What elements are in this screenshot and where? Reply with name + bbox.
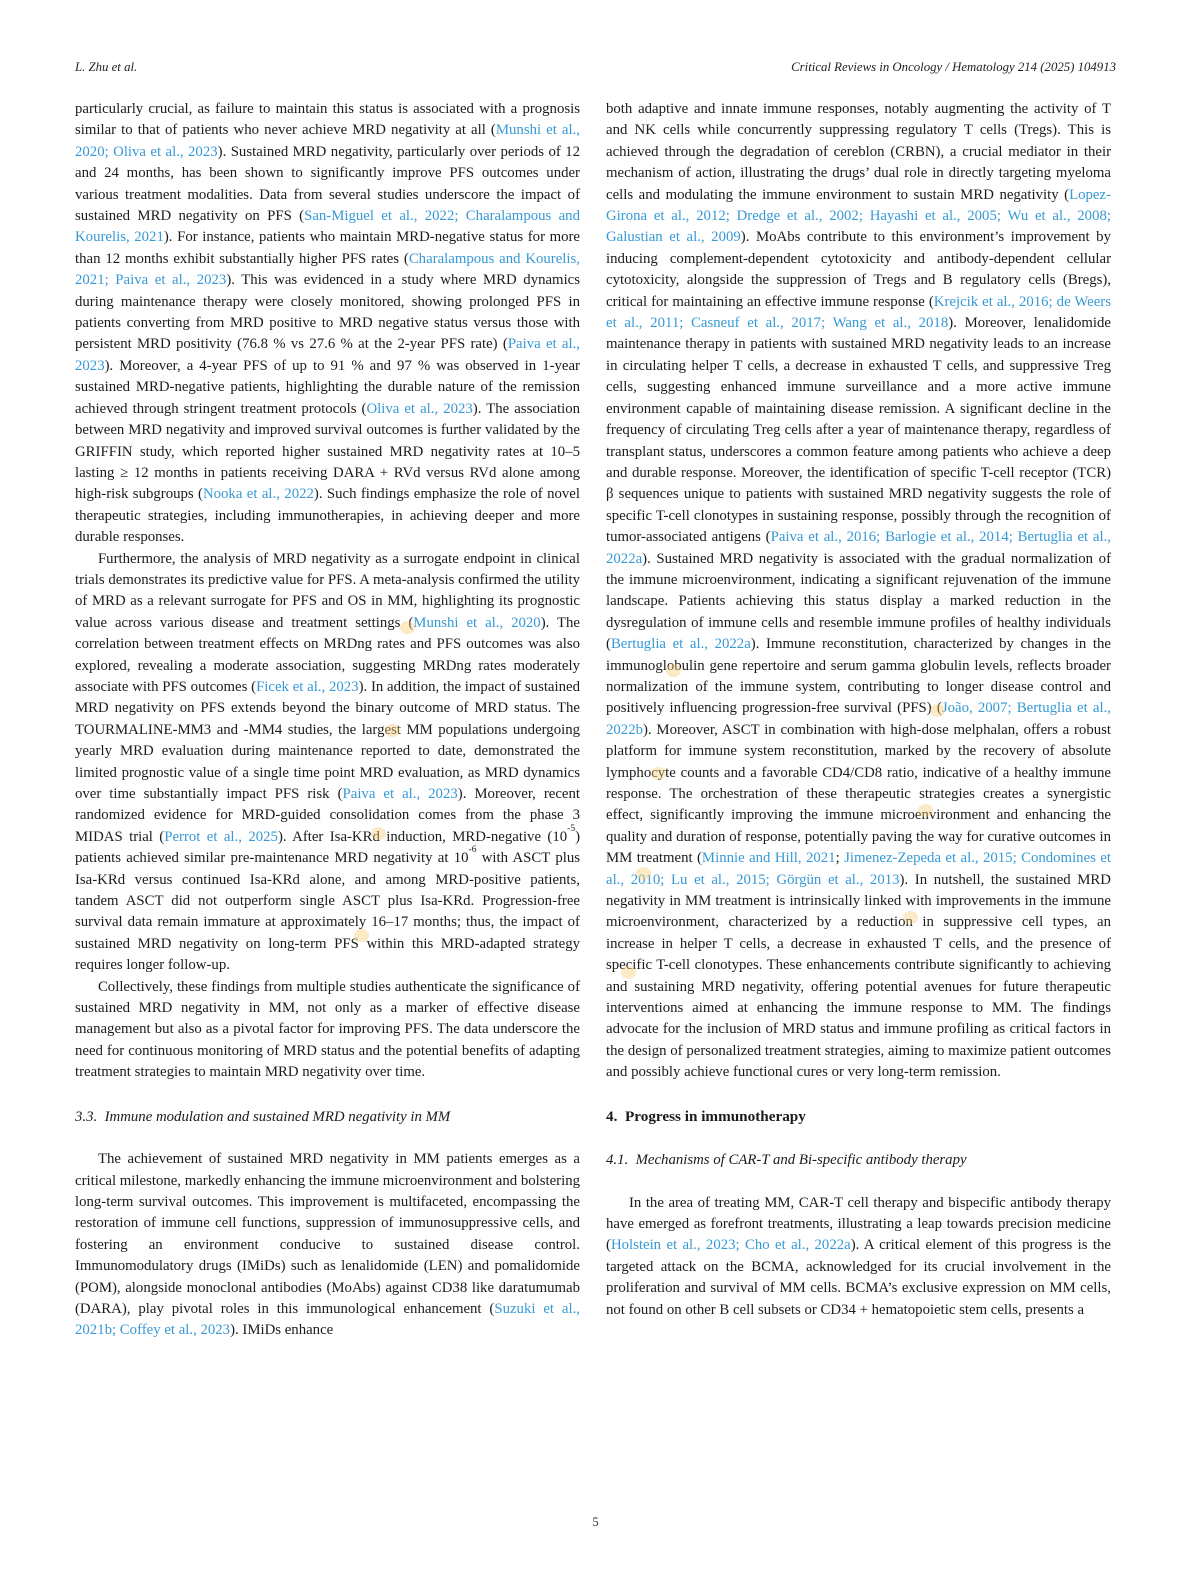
section-heading: 4.1. Mechanisms of CAR-T and Bi-specific antibody therapy — [606, 1152, 967, 1169]
citation-link[interactable]: Perrot et al., 2025 — [164, 828, 278, 845]
citation-link[interactable]: Paiva et al., 2023 — [342, 786, 458, 802]
section-heading: 3.3. Immune modulation and sustained MRD negativity in MM — [75, 1108, 451, 1125]
citation-link[interactable]: Munshi et al., 2020; Oliva et al., 2023 — [75, 122, 580, 160]
citation-link[interactable]: Nooka et al., 2022 — [202, 486, 314, 503]
left-column — [75, 99, 580, 1342]
citation-link[interactable]: Munshi et al., 2020 — [413, 614, 541, 631]
page-number: 5 — [592, 1515, 599, 1529]
page-header — [75, 60, 1116, 75]
superscript: -6 — [468, 845, 477, 856]
citation-link[interactable]: Paiva et al., 2023 — [75, 336, 581, 374]
citation-link[interactable]: Minnie and Hill, 2021 — [701, 850, 836, 867]
paragraph: The achievement of sustained MRD negativity in MM patients emerges as a critical milestone, markedly enhancing the immune microenvironment and bolstering long-term survival outcomes. This improvement is multifaceted, encompassing the restoration of immune cell functions, suppression of immunosuppressive cells, and fostering an environment conducive to sustained disease control. Immunomodulatory drugs (IMiDs) such as lenalidomide (LEN) and pomalidomide (POM), alongside monoclonal antibodies (MoAbs) against CD38 like daratumumab (DARA), play pivotal roles in this immunological enhancement (Suzuki et al., 2021b; Coffey et al., 2023). IMiDs enhance — [75, 1151, 581, 1339]
running-author: L. Zhu et al. — [75, 60, 138, 74]
citation-link[interactable]: Oliva et al., 2023 — [366, 400, 473, 417]
citation-link[interactable]: Charalampous and Kourelis, 2021; Paiva et al., 2023 — [75, 250, 580, 289]
citation-link[interactable]: Ficek et al., 2023 — [256, 678, 359, 695]
citation-link[interactable]: João, 2007; Bertuglia et al., 2022b — [606, 700, 1111, 738]
running-journal-title: Critical Reviews in Oncology / Hematology 214 (2025) 104913 — [791, 60, 1116, 74]
paragraph: Furthermore, the analysis of MRD negativity as a surrogate endpoint in clinical trials demonstrates its predictive value for PFS. A meta-analysis confirmed the utility of MRD as a relevant surrogate for PFS and OS in MM, highlighting its prognostic value across various disease and treatment settings (Munshi et al., 2020). The correlation between treatment effects on MRDng rates and PFS outcomes was also explored, revealing a moderate association, suggesting MRDng rates moderately associate with PFS outcomes (Ficek et al., 2023). In addition, the impact of sustained MRD negativity on PFS extends beyond the binary outcome of MRD status. The TOURMALINE-MM3 and -MM4 studies, the largest MM populations undergoing yearly MRD evaluation during maintenance reported to date, demonstrated the limited prognostic value of a single time point MRD evaluation, as MRD dynamics over time substantially impact PFS risk (Paiva et al., 2023). Moreover, recent randomized evidence for MRD-guided consolidation comes from the phase 3 MIDAS trial (Perrot et al., 2025). After Isa-KRd induction, MRD-negative $(10^{-5})$ patients achieved similar pre-maintenance MRD negativity at $10^{-6}$ with ASCT plus Isa-KRd versus continued Isa-KRd alone, and among MRD-positive patients, tandem ASCT did not outperform single ASCT plus Isa-KRd. Progression-free survival data remain immature at approximately 16–17 months; thus, the impact of sustained MRD negativity on long-term PFS within this MRD-adapted strategy requires longer follow-up. — [75, 550, 581, 974]
citation-link[interactable]: Lopez-Girona et al., 2012; Dredge et al., 2002; Hayashi et al., 2005; Wu et al., 2008; Galustian et al., 2009 — [606, 186, 1111, 246]
citation-link[interactable]: San-Miguel et al., 2022; Charalampous and Kourelis, 2021 — [75, 208, 580, 246]
citation-link[interactable]: Krejcik et al., 2016; de Weers et al., 2011; Casneuf et al., 2017; Wang et al., 2018 — [606, 293, 1111, 332]
citation-link[interactable]: Jimenez-Zepeda et al., 2015; Condomines et al., 2010; Lu et al., 2015; Görgün et al., 2013 — [606, 850, 1111, 888]
paragraph: both adaptive and innate immune responses, notably augmenting the activity of T and NK cells while concurrently suppressing regulatory T cells (Tregs). This is achieved through the degradation of cereblon (CRBN), a crucial mediator in their mechanism of action, illustrating the drugs’ dual role in directly targeting myeloma cells and modulating the immune environment to sustain MRD negativity (Lopez-Girona et al., 2012; Dredge et al., 2002; Hayashi et al., 2005; Wu et al., 2008; Galustian et al., 2009). MoAbs contribute to this environment’s improvement by inducing complement-dependent cytotoxicity and antibody-dependent cellular cytotoxicity, alongside the suppression of Tregs and B regulatory cells (Bregs), critical for maintaining an effective immune response (Krejcik et al., 2016; de Weers et al., 2011; Casneuf et al., 2017; Wang et al., 2018). Moreover, lenalidomide maintenance therapy in patients with sustained MRD negativity leads to an increase in circulating helper T cells, a decrease in exhausted T cells, and suppressive Treg cells, suggesting enhanced immune surveillance and a more active immune environment capable of maintaining disease remission. A significant decline in the frequency of circulating Treg cells after a year of maintenance therapy, regardless of transplant status, underscores a common feature among patients who achieve a deep and durable response. Moreover, the identification of specific T-cell receptor (TCR) β sequences unique to patients with sustained MRD negativity suggests the role of specific T-cell clonotypes in sustaining response, possibly through the recognition of tumor-associated antigens (Paiva et al., 2016; Barlogie et al., 2014; Bertuglia et al., 2022a). Sustained MRD negativity is associated with the gradual normalization of the immune microenvironment, indicating a significant rejuvenation of the immune landscape. Patients achieving this status display a marked reduction in the dysregulation of immune cells and resemble immune profiles of healthy individuals (Bertuglia et al., 2022a). Immune reconstitution, characterized by changes in the immunoglobulin gene repertoire and serum gamma globulin levels, reflects broader normalization of the immune system, contributing to longer disease control and positively influencing progression-free survival (PFS) (João, 2007; Bertuglia et al., 2022b). Moreover, ASCT in combination with high-dose melphalan, offers a robust platform for immune system reconstitution, marked by the recovery of absolute lymphocyte counts and a favorable CD4/CD8 ratio, indicative of a healthy immune response. The orchestration of these therapeutic strategies creates a synergistic effect, significantly improving the immune microenvironment and enhancing the quality and duration of response, potentially paving the way for curative outcomes in MM treatment (Minnie and Hill, 2021; Jimenez-Zepeda et al., 2015; Condomines et al., 2010; Lu et al., 2015; Görgün et al., 2013). In nutshell, the sustained MRD negativity in MM treatment is intrinsically linked with improvements in the immune microenvironment, characterized by a reduction in suppressive cell types, an increase in helper T cells, a decrease in exhausted T cells, and the presence of specific T-cell clonotypes. These enhancements contribute significantly to achieving and sustaining MRD negativity, offering potential avenues for future therapeutic interventions aimed at enhancing the immune response to MM. The findings advocate for the inclusion of MRD status and immune profiling as critical factors in the design of personalized treatment strategies, aiming to maximize patient outcomes and possibly achieve functional cures or very long-term remission. — [606, 101, 1111, 1081]
citation-link[interactable]: Suzuki et al., 2021b; Coffey et al., 2023 — [75, 1300, 580, 1339]
citation-link[interactable]: Paiva et al., 2016; Barlogie et al., 2014; Bertuglia et al., 2022a — [606, 529, 1111, 567]
citation-link[interactable]: Bertuglia et al., 2022a — [610, 636, 751, 653]
paragraph: particularly crucial, as failure to maintain this status is associated with a prognosis similar to that of patients who never achieve MRD negativity at all (Munshi et al., 2020; Oliva et al., 2023). Sustained MRD negativity, particularly over periods of 12 and 24 months, has been shown to significantly improve PFS outcomes under various treatment modalities. Data from several studies underscore the impact of sustained MRD negativity on PFS (San-Miguel et al., 2022; Charalampous and Kourelis, 2021). For instance, patients who maintain MRD-negative status for more than 12 months exhibit substantially higher PFS rates (Charalampous and Kourelis, 2021; Paiva et al., 2023). This was evidenced in a study where MRD dynamics during maintenance therapy were closely monitored, showing prolonged PFS in patients converting from MRD positive to MRD negative status versus those with persistent MRD positivity (76.8 % vs 27.6 % at the 2-year PFS rate) (Paiva et al., 2023). Moreover, a 4-year PFS of up to 91 % and 97 % was observed in 1-year sustained MRD-negative patients, highlighting the durable nature of the remission achieved through stringent treatment protocols (Oliva et al., 2023). The association between MRD negativity and improved survival outcomes is further validated by the GRIFFIN study, which reported higher sustained MRD negativity rates at 10–5 lasting ≥ 12 months in patients receiving DARA + RVd versus RVd alone among high-risk subgroups (Nooka et al., 2022). Such findings emphasize the role of novel therapeutic strategies, including immunotherapies, in achieving deeper and more durable responses. — [75, 101, 581, 546]
section-heading: 4. Progress in immunotherapy — [606, 1107, 806, 1125]
citation-link[interactable]: Holstein et al., 2023; Cho et al., 2022a — [610, 1237, 851, 1254]
right-column — [606, 99, 1111, 1342]
paragraph: Collectively, these findings from multiple studies authenticate the significance of sustained MRD negativity in MM, not only as a marker of effective disease management but also as a pivotal factor for improving PFS. The data underscore the need for continuous monitoring of MRD status and the potential benefits of adapting treatment strategies to maintain MRD negativity over time. — [75, 978, 580, 1081]
two-column-body — [75, 99, 1116, 1342]
superscript: -5 — [567, 823, 576, 834]
paragraph: In the area of treating MM, CAR-T cell therapy and bispecific antibody therapy have emerged as forefront treatments, illustrating a leap towards precision medicine (Holstein et al., 2023; Cho et al., 2022a). A critical element of this progress is the targeted attack on the BCMA, acknowledged for its crucial involvement in the proliferation and survival of MM cells. BCMA’s exclusive expression on MM cells, not found on other B cell subsets or CD34 + hematopoietic stem cells, presents a — [606, 1194, 1111, 1318]
page-footer — [0, 1515, 1191, 1530]
